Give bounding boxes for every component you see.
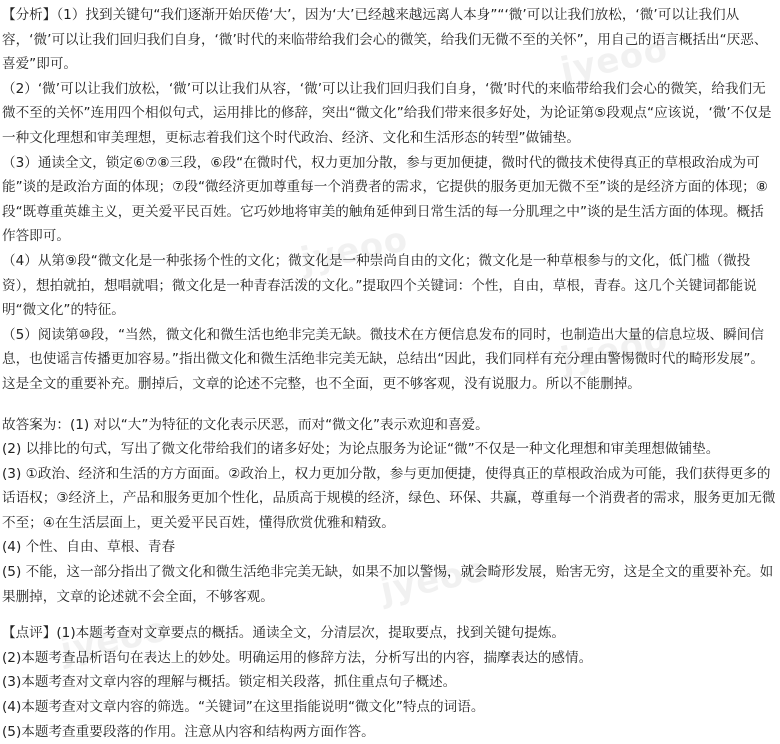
comment-section [2, 621, 776, 744]
analysis-point-3: （3）通读全文，锁定⑥⑦⑧三段，⑥段“在微时代，权力更加分散，参与更加便捷，微时代的微技术使得真正的草根政治成为可能”谈的是政治方面的体现；⑦段“微经济更加尊重每一个消费者的需求，它提供的服务更加无微不至”谈的是经济方面的体现；⑧段“既尊重英雄主义，更关爱平民百姓。它巧妙地将审美的触角延伸到日常生活的每一分肌理之中”谈的是生活方面的体现。概括作答即可。 [2, 154, 768, 245]
watermark: jyeoo [557, 29, 672, 91]
analysis-section [2, 3, 776, 397]
watermark: jyeoo [297, 219, 412, 281]
watermark: jyeoo [377, 549, 492, 611]
answer-5: (5) 不能，这一部分指出了微文化和微生活绝非完美无缺，如果不加以警惕，就会畸形发展，贻害无穷，这是全文的重要补充。如果删掉，文章的论述就不会全面，不够客观。 [2, 564, 774, 605]
comment-3: (3)本题考查对文章内容的理解与概括。锁定相关段落，抓住重点句子概述。 [2, 674, 457, 691]
analysis-point-2: （2）‘微’可以让我们放松，‘微’可以让我们从容，‘微’可以让我们回归我们自身，‘微’时代的来临带给我们会心的微笑，给我们无微不至的关怀”连用四个相似句式，运用排比的修辞，突出“微文化”给我们带来很多好处，为论证第⑤段观点“应该说，‘微’不仅是一种文化理想和审美理想，更标志着我们这个时代政治、经济、文化和生活形态的转型”做铺垫。 [2, 80, 772, 146]
section-spacer [2, 397, 776, 413]
answer-1: 故答案为：(1) 对以“大”为特征的文化表示厌恶，而对“微文化”表示欢迎和喜爱。 [2, 416, 489, 433]
answer-section [2, 413, 776, 610]
answer-2: (2) 以排比的句式，写出了微文化带给我们的诸多好处；为论点服务为论证“微”不仅是一种文化理想和审美理想做铺垫。 [2, 441, 720, 458]
answer-3: (3) ①政治、经济和生活的方方面面。②政治上，权力更加分散，参与更加便捷，使得真正的草根政治成为可能，我们获得更多的话语权；③经济上，产品和服务更加个性化，品质高于规模的经济，绿色、环保、共赢，尊重每一个消费者的需求，服务更加无微不至；④在生活层面上，更关爱平民百姓，懂得欣赏优雅和精致。 [2, 465, 776, 531]
analysis-point-5: （5）阅读第⑩段，“当然，微文化和微生活也绝非完美无缺。微技术在方便信息发布的同时，也制造出大量的信息垃圾、瞬间信息，也使谣言传播更加容易。”指出微文化和微生活绝非完美无缺，总结出“因此，我们同样有充分理由警惕微时代的畸形发展”。这是全文的重要补充。删掉后，文章的论述不完整，也不全面，更不够客观，没有说服力。所以不能删掉。 [2, 326, 764, 392]
watermark: jyeoo [57, 609, 172, 671]
analysis-point-4: （4）从第⑨段“微文化是一种张扬个性的文化；微文化是一种崇尚自由的文化；微文化是一种草根参与的文化，低门槛（微投资），想拍就拍，想唱就唱；微文化是一种青春活泼的文化。”提取四个关键词：个性，自由，草根，青春。这几个关键词都能说明“微文化”的特征。 [2, 252, 757, 319]
answer-4: (4) 个性、自由、草根、青春 [2, 539, 176, 556]
comment-1: 【点评】(1)本题考查对文章要点的概括。通读全文，分清层次，提取要点，找到关键句提炼。 [2, 625, 566, 642]
analysis-point-1: 【分析】（1）找到关键句“我们逐渐开始厌倦‘大’，因为‘大’已经越来越远离人本身”“‘微’可以让我们放松，‘微’可以让我们从容，‘微’可以让我们回归我们自身，‘微’时代的来临带给我们会心的微笑，给我们无微不至的关怀”，用自己的语言概括出“厌恶、喜爱”即可。 [2, 7, 768, 73]
watermark: jyeoo [557, 319, 672, 381]
comment-4: (4)本题考查对文章内容的筛选。“关键词”在这里指能说明“微文化”特点的词语。 [2, 699, 485, 716]
comment-5: (5)本题考查重要段落的作用。注意从内容和结构两方面作答。 [2, 723, 375, 740]
section-spacer [2, 609, 776, 621]
comment-2: (2)本题考查品析语句在表达上的妙处。明确运用的修辞方法，分析写出的内容，揣摩表达的感情。 [2, 649, 593, 666]
